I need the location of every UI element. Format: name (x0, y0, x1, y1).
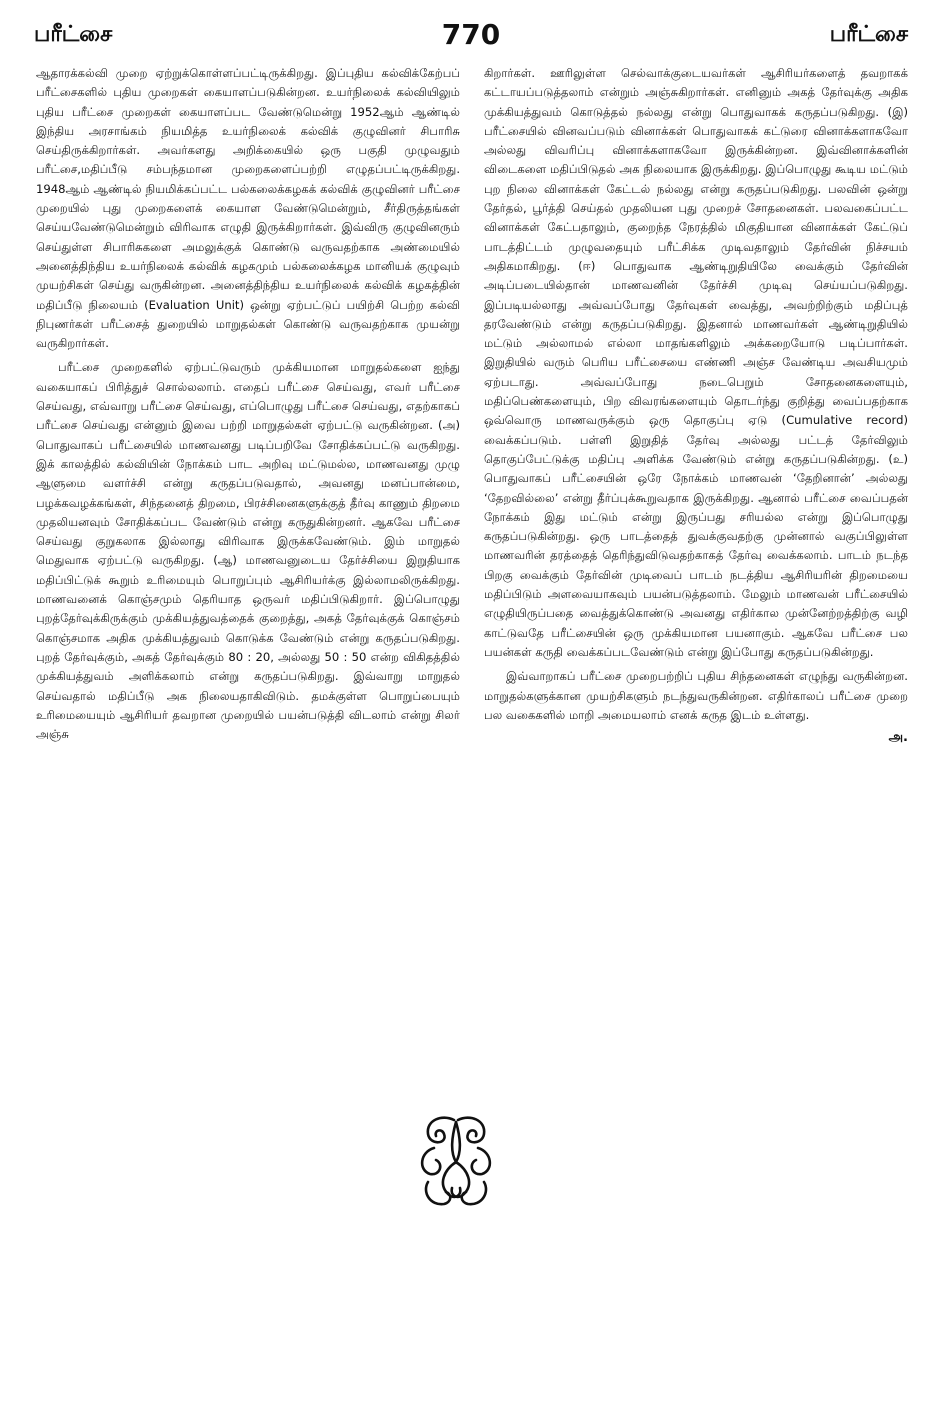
left-column (36, 64, 460, 864)
right-paragraph-2: இவ்வாறாகப் பரீட்சை முறைபற்றிப் புதிய சிந்தனைகள் எழுந்து வருகின்றன. மாறுதல்களுக்கான முயற்சிகளும் நடந்துவருகின்றன. எதிர்காலப் பரீட்சை முறை பல வகைகளில் மாறி அமையலாம் எனக் கருத இடம் உள்ளது. (484, 669, 908, 722)
left-paragraph-2: பரீட்சை முறைகளில் ஏற்பட்டுவரும் முக்கியமான மாறுதல்களை ஐந்து வகையாகப் பிரித்துச் சொல்லலாம். எதைப் பரீட்சை செய்வது, எவர் பரீட்சை செய்வது, எவ்வாறு பரீட்சை செய்வது, எப்பொழுது பரீட்சை செய்வது, எதற்காகப் பரீட்சை செய்வது என்னும் இவை பற்றி மாறுதல்கள் ஏற்பட்டு வருகின்றன. (அ) பொதுவாகப் பரீட்சையில் மாணவனது படிப்பறிவே சோதிக்கப்பட்டு வருகிறது. இக் காலத்தில் கல்வியின் நோக்கம் பாட அறிவு மட்டுமல்ல, மாணவனது முழு ஆளுமை வளர்ச்சி என்று கருதப்படுவதால், அவனது மனப்பான்மை, பழக்கவழக்கங்கள், சிந்தனைத் திறமை, பிரச்சினைகளுக்குத் தீர்வு காணும் திறமை முதலியனவும் சோதிக்கப்பட வேண்டும் என்று கருதுகின்றனர். ஆகவே பரீட்சை செய்வது குறுகலாக இல்லாது விரிவாக இருக்கவேண்டும். இம் மாறுதல் மெதுவாக ஏற்பட்டு வருகிறது. (ஆ) மாணவனுடைய தேர்ச்சியை இறுதியாக மதிப்பிட்டுக் கூறும் உரிமையும் பொறுப்பும் ஆசிரியர்க்கு இல்லாமலிருக்கிறது. மாணவனைக் கொஞ்சமும் தெரியாத ஒருவர் மதிப்பிடுகிறார். இப்பொழுது புறத்தேர்வுக்கிருக்கும் முக்கியத்துவத்தைக் குறைத்து, அகத் தேர்வுக்குக் கொஞ்சம் கொஞ்சமாக அதிக முக்கியத்துவம் கொடுக்க வேண்டும் என்று கருதப்படுகிறது. புறத் தேர்வுக்கும், அகத் தேர்வுக்கும் 80 : 20, அல்லது 50 : 50 என்ற விகிதத்தில் முக்கியத்துவம் அளிக்கலாம் என்று கருதப்படுகிறது. இவ்வாறு மாறுதல் செய்வதால் மதிப்பீடு அக நிலையதாகிவிடும். தமக்குள்ள பொறுப்பையும் உரிமையையும் ஆசிரியர் தவறான முறையில் பயன்படுத்தி விடலாம் என்று சிலர் அஞ்சு (36, 360, 460, 742)
right-paragraph-1: கிறார்கள். ஊரிலுள்ள செல்வாக்குடையவர்கள் ஆசிரியர்களைத் தவறாகக் கட்டாயப்படுத்தலாம் என்றும் அஞ்சுகிறார்கள். எனினும் அகத் தேர்வுக்கு அதிக முக்கியத்துவம் கொடுத்தல் நல்லது என்று பொதுவாகக் கருதப்படுகிறது. (இ) பரீட்சையில் வினவப்படும் வினாக்கள் பொதுவாகக் கட்டுரை வினாக்களாகவோ அல்லது விவரிப்பு வினாக்களாகவோ இருக்கின்றன. இவ்வினாக்களின் விடைகளை மதிப்பிடுதல் அக நிலையாக இருக்கிறது. இப்பொழுது கூடிய மட்டும் புற நிலை வினாக்கள் கேட்டல் நல்லது என்று கருதப்படுகிறது. பலவின் ஒன்று தேர்தல், பூர்த்தி செய்தல் முதலியன புது முறைச் சோதனைகள். பலவகைப்பட்ட வினாக்கள் கேட்பதாலும், குறைந்த நேரத்தில் மிகுதியான வினாக்கள் கேட்டுப் பாடத்திட்டம் முழுவதையும் பரீட்சிக்க முடிவதாலும் தேர்வின் நிச்சயம் அதிகமாகிறது. (ஈ) பொதுவாக ஆண்டிறுதியிலே வைக்கும் தேர்வின் அடிப்படையில்தான் மாணவனின் தேர்ச்சி முடிவு செய்யப்படுகிறது. இப்படியல்லாது அவ்வப்போது தேர்வுகள் வைத்து, அவற்றிற்கும் மதிப்புத் தரவேண்டும் என்று கருதப்படுகிறது. இதனால் மாணவர்கள் ஆண்டிறுதியில் மட்டும் அல்லாமல் எல்லா மாதங்களிலும் அக்கறையோடு படிப்பார்கள். இறுதியில் வரும் பெரிய பரீட்சையை எண்ணி அஞ்ச வேண்டிய அவசியமும் ஏற்படாது. அவ்வப்போது நடைபெறும் சோதனைகளையும், மதிப்பெண்களையும், பிற விவரங்களையும் தொடர்ந்து குறித்து வைப்பதற்காக ஒவ்வொரு மாணவருக்கும் ஒரு தொகுப்பு ஏடு (Cumulative record) வைக்கப்படும். பள்ளி இறுதித் தேர்வு அல்லது பட்டத் தேர்விலும் தொகுப்பேட்டுக்கு மதிப்பு அளிக்க வேண்டும் என்று கருதப்படுகின்றது. (உ) பொதுவாகப் பரீட்சையின் ஒரே நோக்கம் மாணவன் ‘தேறினான்’ அல்லது ‘தேறவில்லை’ என்று தீர்ப்புக்கூறுவதாக இருக்கிறது. ஆனால் பரீட்சை வைப்பதன் நோக்கம் இது மட்டும் என்று இருப்பது சரியல்ல என்று இப்பொழுது கருதப்படுகின்றது. ஒரு பாடத்தைத் துவக்குவதற்கு முன்னால் வகுப்பிலுள்ள மாணவரின் தரத்தைத் தெரிந்துவிடுவதற்காகத் தேர்வு வைக்கலாம். பாடம் நடந்த பிறகு வைக்கும் தேர்வின் முடிவைப் பாடம் நடத்திய ஆசிரியரின் திறமையை மதிப்பிடும் அளவையாகவும் பயன்படுத்தலாம். மேலும் மாணவன் பரீட்சையில் எழுதியிருப்பதை வைத்துக்கொண்டு அவனது எதிர்கால முன்னேற்றத்திற்கு வழி காட்டுவதே பரீட்சையின் ஒரு முக்கியமான பயனாகும். ஆகவே பரீட்சை பல பயன்கள் கருதி வைக்கப்படவேண்டும் என்று இப்போது கருதப்படுகின்றது. (484, 66, 908, 659)
running-head-right: பரீட்சை (829, 22, 908, 47)
left-paragraph-1: ஆதாரக்கல்வி முறை ஏற்றுக்கொள்ளப்பட்டிருக்கிறது. இப்புதிய கல்விக்கேற்பப் பரீட்சைகளில் புதிய முறைகள் கையாளப்படுகின்றன. உயர்நிலைக் கல்வியிலும் புதிய பரீட்சை முறைகள் கையாளப்பட வேண்டுமென்று 1952ஆம் ஆண்டில் இந்திய அரசாங்கம் நியமித்த உயர்நிலைக் கல்விக் குழுவினர் சிபாரிசு செய்திருக்கிறார்கள். அவர்களது அறிக்கையில் ஒரு பகுதி முழுவதும் பரீட்சை,மதிப்பீடு சம்பந்தமான முறைகளைப்பற்றி எழுதப்பட்டிருக்கிறது. 1948ஆம் ஆண்டில் நியமிக்கப்பட்ட பல்கலைக்கழகக் கல்விக் குழுவினர் பரீட்சை முறையில் புது முறைகளைக் கையாள வேண்டுமென்றும், சீர்திருத்தங்கள் செய்யவேண்டுமென்றும் விரிவாக எழுதி இருக்கிறார்கள். இவ்விரு குழுவினரும் செய்துள்ள சிபாரிசுகளை அமலுக்குக் கொண்டு வருவதற்காக அண்மையில் அனைத்திந்திய உயர்நிலைக் கல்விக் கழகமும் பல்கலைக்கழக மானியக் குழுவும் முயற்சிகள் செய்து வருகின்றன. அனைத்திந்திய உயர்நிலைக் கல்விக் கழகத்தின் மதிப்பீடு நிலையம் (Evaluation Unit) ஒன்று ஏற்பட்டுப் பயிற்சி பெற்ற கல்வி நிபுணர்கள் பரீட்சைத் துறையில் மாறுதல்கள் கொண்டு வருவதற்காக முயன்று வருகிறார்கள். (36, 66, 460, 351)
running-head-left: பரீட்சை (34, 22, 113, 47)
page-header (34, 18, 908, 58)
author-signature: அ. (888, 730, 908, 746)
floral-ornament-icon (414, 1112, 498, 1212)
right-column (484, 64, 908, 864)
page-number: 770 (441, 18, 501, 51)
